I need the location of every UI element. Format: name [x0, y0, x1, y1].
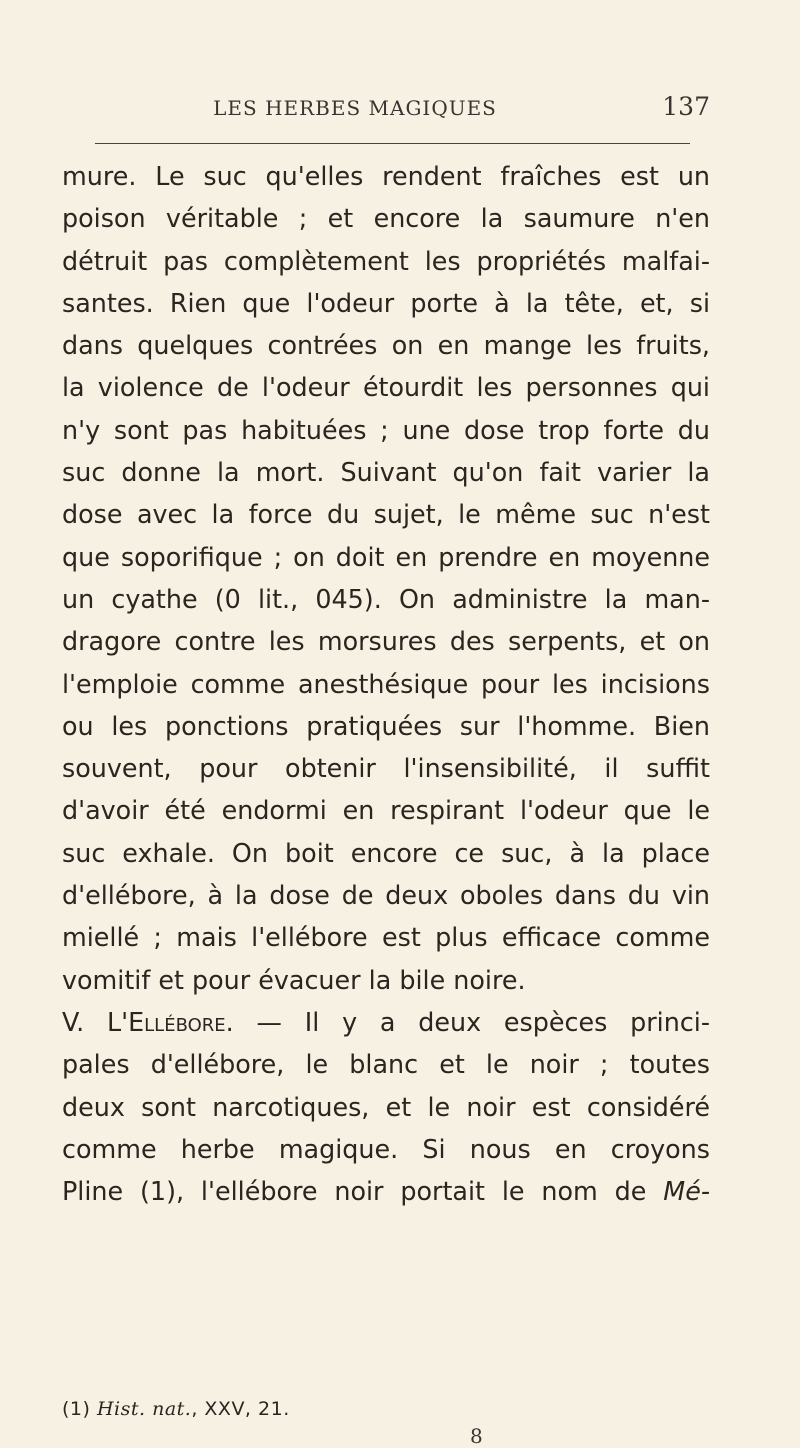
text-line: dose avec la force du sujet, le même suc n'est: [62, 499, 710, 530]
text-line: que soporifique ; on doit en prendre en moyenne: [62, 541, 710, 572]
section-line-text: — Il y a deux espèces princi-: [233, 1006, 710, 1037]
text-line: d'ellébore, à la dose de deux oboles dans du vin: [62, 880, 710, 911]
text-line: un cyathe (0 lit., 045). On administre la man-: [62, 583, 710, 614]
section-number: V.: [62, 1006, 85, 1037]
text-line: dragore contre les morsures des serpents, et on: [62, 626, 710, 657]
text-line: comme herbe magique. Si nous en croyons: [62, 1133, 710, 1164]
running-head: [60, 92, 710, 130]
paragraph-end-line: vomitif et pour évacuer la bile noire.: [62, 964, 526, 995]
text-line: suc donne la mort. Suivant qu'on fait varier la: [62, 457, 710, 488]
running-title: LES HERBES MAGIQUES: [213, 96, 497, 120]
text-line: santes. Rien que l'odeur porte à la tête, et, si: [62, 287, 710, 318]
footnote: [62, 1398, 290, 1420]
text-line: dans quelques contrées on en mange les fruits,: [62, 330, 710, 361]
text-line: n'y sont pas habituées ; une dose trop forte du: [62, 414, 710, 445]
text-line: d'avoir été endormi en respirant l'odeur que le: [62, 795, 710, 826]
text-line: poison véritable ; et encore la saumure n'en: [62, 203, 710, 234]
body-text: [62, 155, 710, 1212]
text-line: miellé ; mais l'ellébore est plus efficace comme: [62, 922, 710, 953]
final-line-italic: Mé-: [663, 1176, 710, 1207]
text-line: souvent, pour obtenir l'insensibilité, il suffit: [62, 753, 710, 784]
final-line-text: Pline (1), l'ellébore noir portait le nom de: [62, 1176, 664, 1207]
final-line: [62, 1170, 710, 1212]
text-line: mure. Le suc qu'elles rendent fraîches est un: [62, 161, 710, 191]
text-line: détruit pas complètement les propriétés malfai-: [62, 245, 710, 276]
footnote-reference: , XXV, 21.: [191, 1398, 290, 1420]
text-line: pales d'ellébore, le blanc et le noir ; toutes: [62, 1049, 710, 1080]
header-rule: [95, 143, 690, 144]
footnote-marker: (1): [62, 1398, 91, 1420]
text-line: suc exhale. On boit encore ce suc, à la place: [62, 837, 710, 868]
text-line: la violence de l'odeur étourdit les personnes qui: [62, 372, 710, 403]
text-line: l'emploie comme anesthésique pour les incisions: [62, 668, 710, 699]
signature-mark: 8: [470, 1424, 483, 1448]
footnote-title: Hist. nat.: [96, 1398, 192, 1420]
section-title: L'Ellébore.: [106, 1006, 234, 1037]
text-line: ou les ponctions pratiquées sur l'homme. Bien: [62, 710, 710, 741]
section-heading-line: [62, 1001, 710, 1043]
text-line: deux sont narcotiques, et le noir est considéré: [62, 1091, 710, 1122]
page-number: 137: [662, 92, 710, 121]
